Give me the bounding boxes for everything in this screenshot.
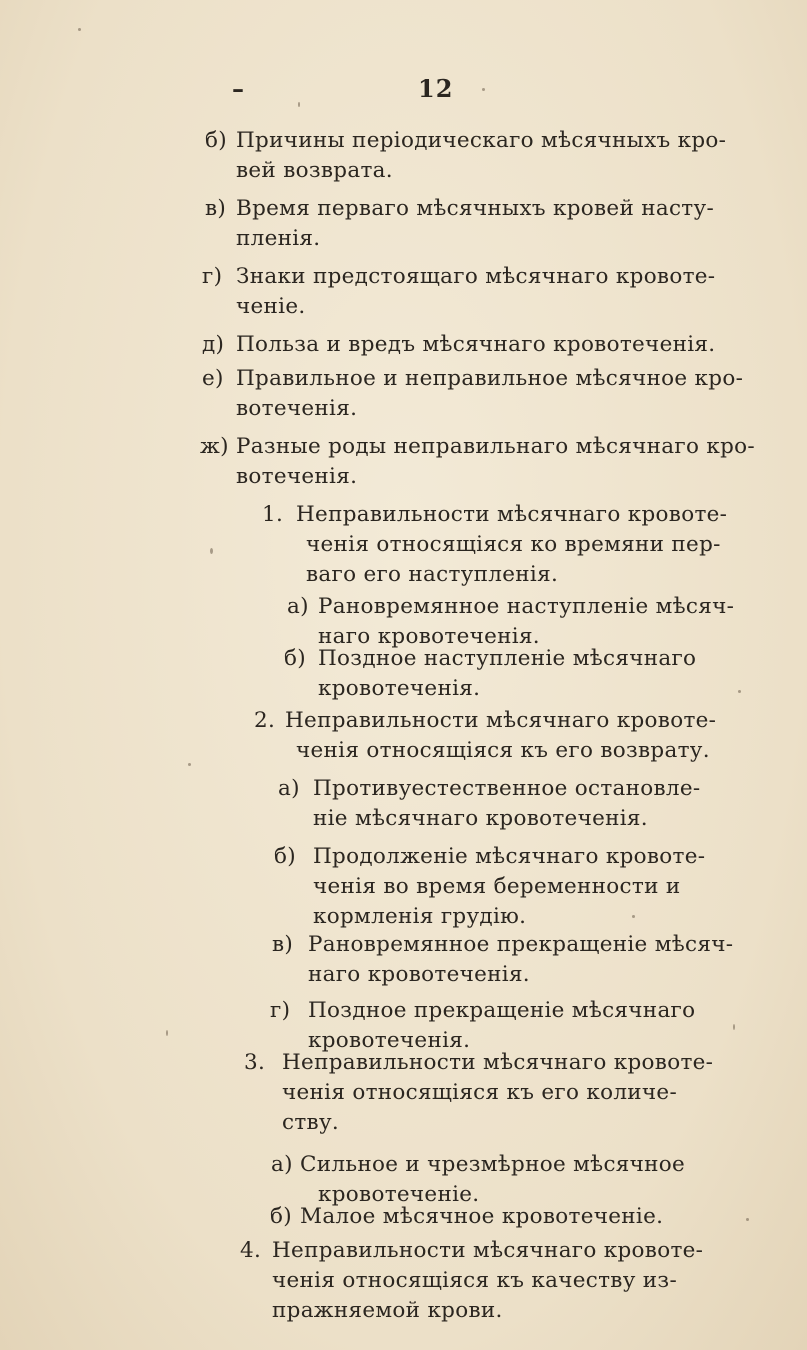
toc-entry-text: Время перваго мѣсячныхъ кровей насту- bbox=[236, 196, 715, 221]
toc-entry-label: а) bbox=[271, 1152, 293, 1177]
paper-speck bbox=[78, 28, 81, 31]
toc-entry-text: Противуестественное остановле- bbox=[313, 776, 701, 801]
toc-entry-label: 3. bbox=[244, 1050, 266, 1075]
page-number: 12 bbox=[418, 74, 454, 103]
toc-entry-text: Правильное и неправильное мѣсячное кро- bbox=[236, 366, 744, 391]
toc-entry-text: Поздное наступленіе мѣсячнаго bbox=[318, 646, 697, 671]
toc-entry-text: вотеченія. bbox=[236, 464, 358, 489]
toc-entry-text: кормленія грудію. bbox=[313, 904, 527, 929]
toc-entry-label: г) bbox=[202, 264, 223, 289]
header-dash: – bbox=[232, 74, 244, 103]
toc-entry-text: ченія относящіяся ко времяни пер- bbox=[306, 532, 721, 557]
paper-speck bbox=[733, 1024, 735, 1030]
toc-entry-text: вей возврата. bbox=[236, 158, 393, 183]
toc-entry-text: ченіе. bbox=[236, 294, 306, 319]
toc-entry-label: б) bbox=[270, 1204, 292, 1229]
toc-entry-text: кровотеченія. bbox=[318, 676, 481, 701]
toc-entry-text: Малое мѣсячное кровотеченіе. bbox=[300, 1204, 664, 1229]
paper-speck bbox=[746, 1218, 749, 1221]
paper-speck bbox=[738, 690, 741, 693]
toc-entry-label: б) bbox=[284, 646, 306, 671]
toc-entry-text: Сильное и чрезмѣрное мѣсячное bbox=[300, 1152, 686, 1177]
paper-speck bbox=[210, 548, 213, 554]
toc-entry-text: ству. bbox=[282, 1110, 340, 1135]
toc-entry-text: ніе мѣсячнаго кровотеченія. bbox=[313, 806, 648, 831]
toc-entry-label: 1. bbox=[262, 502, 284, 527]
toc-entry-label: ж) bbox=[200, 434, 229, 459]
toc-entry-text: Неправильности мѣсячнаго кровоте- bbox=[272, 1238, 704, 1263]
paper-speck bbox=[482, 88, 485, 91]
toc-entry-text: Знаки предстоящаго мѣсячнаго кровоте- bbox=[236, 264, 716, 289]
toc-entry-label: 4. bbox=[240, 1238, 262, 1263]
toc-entry-text: Разные роды неправильнаго мѣсячнаго кро- bbox=[236, 434, 755, 459]
paper-speck bbox=[298, 102, 300, 107]
toc-entry-label: а) bbox=[278, 776, 300, 801]
toc-entry-label: б) bbox=[205, 128, 227, 153]
paper-speck bbox=[632, 915, 635, 918]
toc-entry-text: кровотеченіе. bbox=[318, 1182, 480, 1207]
toc-entry-label: д) bbox=[202, 332, 225, 357]
toc-entry-text: наго кровотеченія. bbox=[318, 624, 540, 649]
toc-entry-label: е) bbox=[202, 366, 224, 391]
toc-entry-text: Рановремянное наступленіе мѣсяч- bbox=[318, 594, 735, 619]
toc-entry-label: б) bbox=[274, 844, 296, 869]
toc-entry-text: Поздное прекращеніе мѣсячнаго bbox=[308, 998, 696, 1023]
toc-entry-text: наго кровотеченія. bbox=[308, 962, 530, 987]
toc-entry-text: кровотеченія. bbox=[308, 1028, 471, 1053]
toc-entry-text: ченія относящіяся къ качеству из- bbox=[272, 1268, 678, 1293]
toc-entry-text: Неправильности мѣсячнаго кровоте- bbox=[296, 502, 728, 527]
page-header bbox=[0, 74, 807, 104]
paper-speck bbox=[188, 763, 191, 766]
toc-entry-text: Неправильности мѣсячнаго кровоте- bbox=[285, 708, 717, 733]
paper-speck bbox=[166, 1030, 168, 1036]
toc-entry-text: Причины періодическаго мѣсячныхъ кро- bbox=[236, 128, 727, 153]
toc-entry-text: Продолженіе мѣсячнаго кровоте- bbox=[313, 844, 706, 869]
toc-entry-label: в) bbox=[272, 932, 294, 957]
toc-entry-text: вотеченія. bbox=[236, 396, 358, 421]
toc-entry-label: г) bbox=[270, 998, 291, 1023]
toc-entry-text: ченія относящіяся къ его количе- bbox=[282, 1080, 678, 1105]
toc-entry-text: Неправильности мѣсячнаго кровоте- bbox=[282, 1050, 714, 1075]
toc-entry-text: ченія относящіяся къ его возврату. bbox=[296, 738, 710, 763]
toc-entry-text: ваго его наступленія. bbox=[306, 562, 559, 587]
toc-entry-label: в) bbox=[205, 196, 227, 221]
toc-entry-label: 2. bbox=[254, 708, 276, 733]
toc-entry-text: Рановремянное прекращеніе мѣсяч- bbox=[308, 932, 734, 957]
toc-entry-text: пражняемой крови. bbox=[272, 1298, 503, 1323]
toc-entry-text: пленія. bbox=[236, 226, 321, 251]
toc-entry-label: а) bbox=[287, 594, 309, 619]
toc-entry-text: Польза и вредъ мѣсячнаго кровотеченія. bbox=[236, 332, 716, 357]
toc-entry-text: ченія во время беременности и bbox=[313, 874, 681, 899]
